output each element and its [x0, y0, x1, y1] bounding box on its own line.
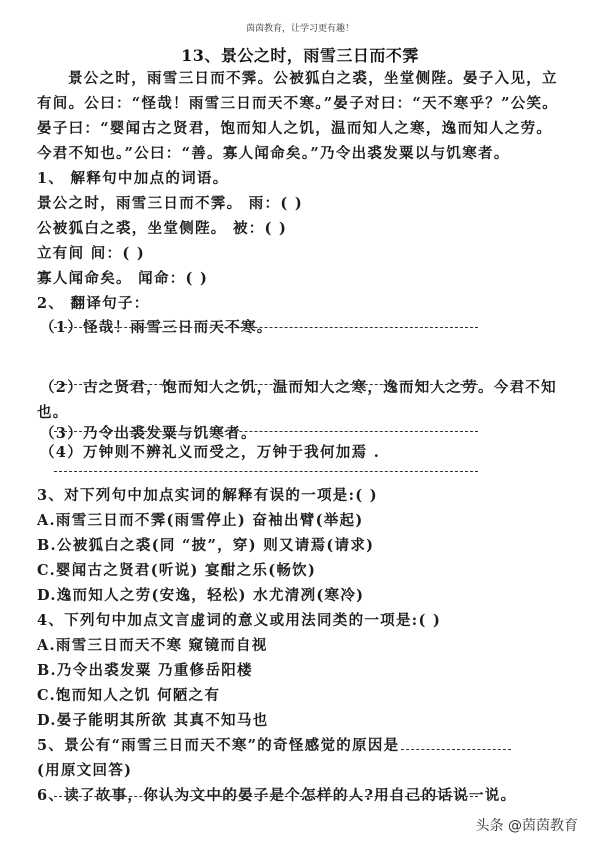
answer-line[interactable] [54, 431, 478, 432]
passage-line: 有间。公曰：“怪哉！雨雪三日而天不寒。”晏子对曰：“天不寒乎？”公笑。 [37, 95, 559, 112]
answer-line[interactable] [54, 796, 478, 797]
question-1-item: 立有间 间：( ) [37, 245, 146, 262]
question-3-option-a: A.雨雪三日而不霁(雨雪停止) 奋袖出臂(举起) [37, 512, 364, 529]
question-1-item: 景公之时，雨雪三日而不霁。 雨：( ) [37, 195, 304, 212]
question-4-prompt: 4、下列句中加点文言虚词的意义或用法同类的一项是:( ) [37, 612, 442, 629]
header-note: 茵茵教育，让学习更有趣！ [245, 24, 354, 34]
question-3-option-c: C.婴闻古之贤君(听说) 宴酣之乐(畅饮) [37, 562, 317, 579]
watermark: 头条 @茵茵教育 [475, 818, 578, 834]
question-2-item-2-cont: 也。 [37, 404, 69, 421]
question-1-item: 公被狐白之裘，坐堂侧陛。 被：( ) [37, 220, 288, 237]
passage-line: 今君不知也。”公曰：“善。寡人闻命矣。”乃令出裘发粟以与饥寒者。 [37, 145, 510, 162]
answer-blank[interactable] [401, 739, 511, 750]
question-3-prompt: 3、对下列句中加点实词的解释有误的一项是:( ) [37, 487, 378, 504]
question-5-text: 5、景公有“雨雪三日而天不寒”的奇怪感觉的原因是 [37, 737, 400, 754]
question-6-prompt: 6、读了故事，你认为文中的晏子是个怎样的人?用自己的话说一说。 [37, 787, 517, 804]
answer-line[interactable] [54, 471, 478, 472]
question-4-option-b: B.乃令出裘发粟 乃重修岳阳楼 [37, 662, 253, 679]
question-1-prompt: 1、 解释句中加点的词语。 [37, 170, 229, 187]
question-2-item-1: （1）怪哉！雨雪三日而天不寒。 [40, 319, 273, 336]
passage-line: 景公之时，雨雪三日而不霁。公被狐白之裘，坐堂侧陛。晏子入见，立 [68, 70, 558, 87]
question-2-item-3: （3）乃令出裘发粟与饥寒者。 [40, 425, 257, 442]
question-3-option-d: D.逸而知人之劳(安逸，轻松) 水尤清冽(寒冷) [37, 587, 365, 604]
page-title: 13、景公之时，雨雪三日而不霁 [181, 46, 419, 65]
passage-line: 晏子曰：“婴闻古之贤君，饱而知人之饥，温而知人之寒，逸而知人之劳。 [37, 120, 553, 137]
answer-line[interactable] [54, 384, 478, 385]
question-3-option-b: B.公被狐白之裘(同 “披”，穿) 则又请焉(请求) [37, 537, 375, 554]
question-4-option-c: C.饱而知人之饥 何陋之有 [37, 687, 221, 704]
answer-line[interactable] [54, 327, 478, 328]
question-4-option-d: D.晏子能明其所欲 其真不知马也 [37, 712, 269, 729]
question-2-item-2: （2）古之贤君，饱而知人之饥，温而知人之寒，逸而知人之劳。今君不知 [40, 379, 557, 396]
question-5-note: (用原文回答) [37, 762, 133, 779]
question-1-item: 寡人闻命矣。 闻命：( ) [37, 270, 209, 287]
question-5-prompt [37, 734, 511, 755]
question-2-prompt: 2、 翻译句子： [37, 295, 150, 312]
question-4-option-a: A.雨雪三日而天不寒 窥镜而自视 [37, 637, 268, 654]
question-2-item-4: （4）万钟则不辨礼义而受之，万钟于我何加焉 . [40, 444, 381, 461]
